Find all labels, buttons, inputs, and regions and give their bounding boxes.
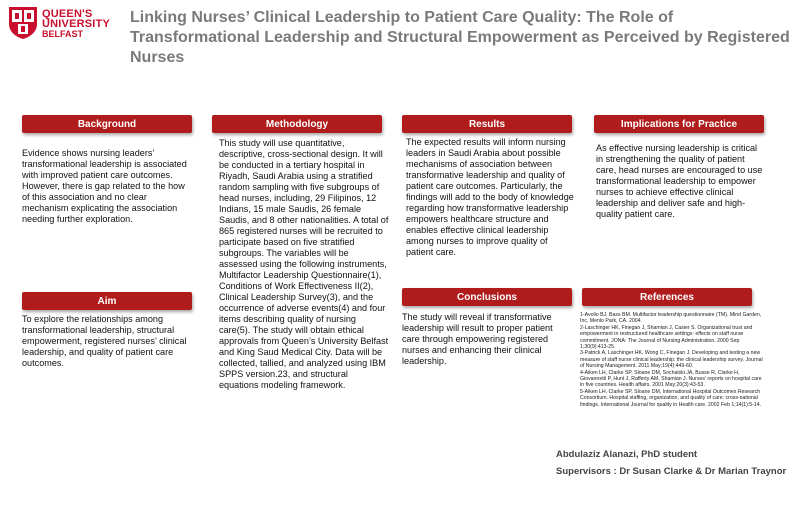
shield-crest-icon (8, 6, 38, 40)
logo-line-3: BELFAST (42, 29, 84, 39)
reference-item: 4-Aiken LH, Clarke SP, Sloane DM, Sochalski JA, Busse R, Clarke H, Giovannetti P, Hunt J, Rafferty AM, Shamian J. Nurses' reports on hospital care in five countries. Health affairs. 2001 May;20(3):43-53. (580, 369, 762, 389)
references-heading: References (582, 288, 752, 306)
background-heading: Background (22, 115, 192, 133)
reference-item: 3-Patrick A, Laschinger HK, Wong C, Finegan J. Developing and testing a new measure of staff nurse clinical leadership: the clinical leadership survey. Journal of Nursing Management. 2011 May;19(4):449-60. (580, 350, 763, 370)
results-heading: Results (402, 115, 572, 133)
reference-item: 1-Avolio BJ, Bass BM. Multifactor leadership questionnaire (TM). Mind Garden, Inc. Menlo Park, CA. 2004. (580, 312, 762, 325)
university-logo (8, 6, 118, 50)
background-text: Evidence shows nursing leaders’ transformational leadership is associated with improved patient care outcomes. However, there is gap related to the how of this association and no clear mechanism explicating the association needing further exploration. (22, 148, 187, 224)
poster-title: Linking Nurses’ Clinical Leadership to Patient Care Quality: The Role of Transformational Leadership and Structural Empowerment as Perceived by Registered Nurses (130, 9, 790, 66)
implications-heading: Implications for Practice (594, 115, 764, 133)
references-list (580, 312, 766, 408)
logo-line-1: QUEEN'S (42, 8, 93, 20)
aim-text: To explore the relationships among transformational leadership, structural empowerment, registered nurses’ clinical leadership, and quality of patient care outcomes. (22, 314, 187, 368)
methodology-text: This study will use quantitative, descriptive, cross-sectional design. It will be conducted in a tertiary hospital in Riyadh, Saudi Arabia using a stratified random sampling with five subgroups of head nurses, including, 29 Filipinos, 12 Indians, 15 male Saudis, 26 female Saudis, and 8 other nationalities. A total of 865 registered nurses will be recruited to participate based on five stratified subgroups. The variables will be assessed using the following instruments, Multifactor Leadership Questionnaire(1), Conditions of Work Effectiveness II(2), Clinical Leadership Survey(3), and the occurrence of adverse events(4) and four items describing quality of nursing care(5). The study will obtain ethical approvals from Queen’s University Belfast and King Saud Medical City. Data will be collected, tallied, and analyzed using IBM SPPS version.23, and structural equations modeling framework. (219, 138, 389, 390)
methodology-heading: Methodology (212, 115, 382, 133)
author-name: Abdulaziz Alanazi, PhD student (556, 449, 698, 460)
reference-item: 2-Laschinger HK, Finegan J, Shamian J, Casier S. Organizational trust and empowerment in restructured healthcare settings: effects on staff nurse commitment. JONA: The Journal of Nursing Administration. 2000 Sep 1;30(9):413-25. (580, 324, 753, 351)
reference-item: 5-Aiken LH, Clarke SP, Sloane DM, International Hospital Outcomes Research Consortium. Hospital staffing, organization, and quality of care: cross-national findings. International Journal for quality in Health care. 2002 Feb 1;14(1):5-14. (580, 388, 762, 408)
aim-heading: Aim (22, 292, 192, 310)
conclusions-text: The study will reveal if transformative leadership will result to proper patient care through empowering registered nurses and enhancing their clinical leadership. (402, 312, 553, 366)
supervisors: Supervisors : Dr Susan Clarke & Dr Marian Traynor (556, 466, 787, 477)
logo-line-2: UNIVERSITY (42, 18, 111, 30)
results-text: The expected results will inform nursing leaders in Saudi Arabia about possible mechanisms of association between transformative leadership and quality of patient care outcomes. Particularly, the findings will add to the body of knowledge regarding how transformative leadership empowers healthcare structure and enables effective clinical leadership among nurses to improve quality of patient care. (406, 137, 574, 257)
implications-text: As effective nursing leadership is critical in strengthening the quality of patient care, head nurses are encouraged to use transformational leadership to empower nurses to achieve effective clinical leadership and deliver safe and high-quality patient care. (596, 143, 763, 219)
conclusions-heading: Conclusions (402, 288, 572, 306)
author-block (556, 446, 786, 480)
